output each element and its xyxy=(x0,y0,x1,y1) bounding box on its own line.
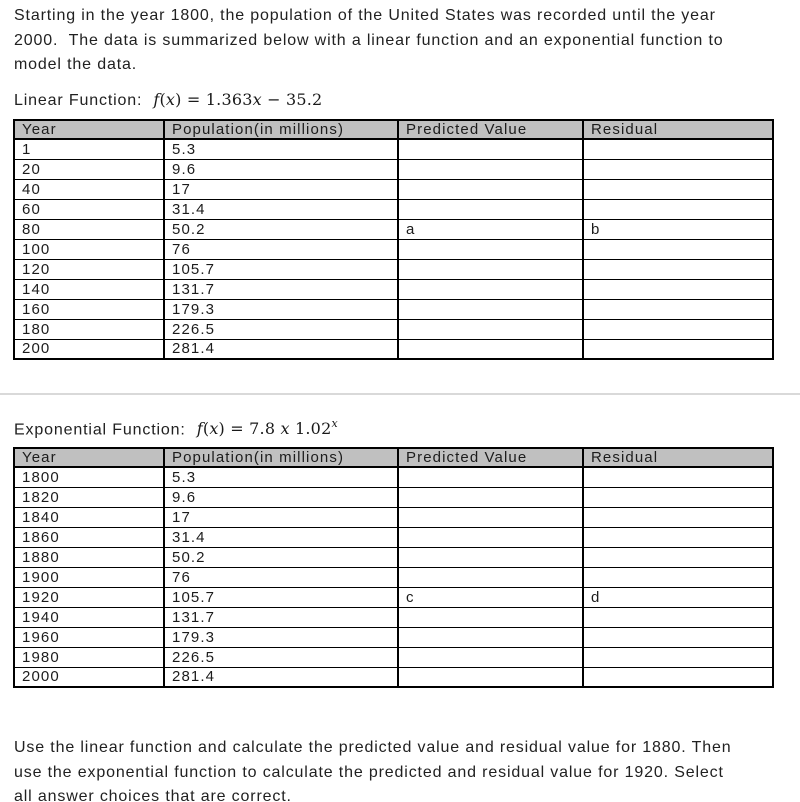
linear-function-label: Linear Function: xyxy=(14,92,143,109)
table-row xyxy=(14,647,773,667)
table-cell xyxy=(583,487,773,507)
table-cell: 20 xyxy=(14,159,164,179)
table-cell xyxy=(583,159,773,179)
table-cell: 179.3 xyxy=(164,627,398,647)
table-cell: 60 xyxy=(14,199,164,219)
closing-line-1: Use the linear function and calculate the predicted value and residual value for 1880. Then xyxy=(14,739,732,756)
table-row xyxy=(14,339,773,359)
table-cell: 5.3 xyxy=(164,467,398,487)
linear-function-heading xyxy=(14,88,322,113)
table-cell: 1800 xyxy=(14,467,164,487)
table-cell: b xyxy=(583,219,773,239)
table-cell: 1980 xyxy=(14,647,164,667)
table-cell: 281.4 xyxy=(164,339,398,359)
table-cell: a xyxy=(398,219,583,239)
table-cell: 105.7 xyxy=(164,259,398,279)
table-row xyxy=(14,467,773,487)
table-cell xyxy=(398,487,583,507)
table-cell xyxy=(398,179,583,199)
table-cell: 131.7 xyxy=(164,607,398,627)
table-cell xyxy=(583,259,773,279)
table-cell: 1860 xyxy=(14,527,164,547)
table-cell xyxy=(583,239,773,259)
table-cell xyxy=(398,667,583,687)
table-cell: 80 xyxy=(14,219,164,239)
column-header-residual: Residual xyxy=(583,120,773,139)
table-cell xyxy=(398,507,583,527)
intro-line-2: 2000. The data is summarized below with a linear function and an exponential function to xyxy=(14,31,724,49)
table-cell: 200 xyxy=(14,339,164,359)
table-row xyxy=(14,279,773,299)
table-cell: 50.2 xyxy=(164,547,398,567)
table-row xyxy=(14,487,773,507)
linear-function-table xyxy=(13,119,774,360)
table-cell: d xyxy=(583,587,773,607)
table-row xyxy=(14,259,773,279)
column-header-residual: Residual xyxy=(583,448,773,467)
intro-line-3: model the data. xyxy=(14,56,138,73)
table-row xyxy=(14,547,773,567)
table-cell xyxy=(398,159,583,179)
table-cell: 226.5 xyxy=(164,647,398,667)
table-cell xyxy=(398,547,583,567)
table-cell xyxy=(398,467,583,487)
table-cell xyxy=(583,527,773,547)
table-cell xyxy=(398,199,583,219)
closing-line-2: use the exponential function to calculate the predicted and residual value for 1920. Select xyxy=(14,763,724,781)
column-header-population: Population(in millions) xyxy=(164,120,398,139)
table-row xyxy=(14,627,773,647)
table-cell: 1880 xyxy=(14,547,164,567)
table-cell: 5.3 xyxy=(164,139,398,159)
table-cell xyxy=(583,567,773,587)
intro-line-1: Starting in the year 1800, the population of the United States was recorded until the year xyxy=(14,7,716,24)
table-cell: 9.6 xyxy=(164,159,398,179)
table-cell: 76 xyxy=(164,567,398,587)
table-cell xyxy=(583,667,773,687)
table-cell: c xyxy=(398,587,583,607)
table-cell xyxy=(398,139,583,159)
table-row xyxy=(14,239,773,259)
table-cell: 131.7 xyxy=(164,279,398,299)
column-header-year: Year xyxy=(14,120,164,139)
table-row xyxy=(14,159,773,179)
table-cell xyxy=(398,299,583,319)
table-cell xyxy=(398,527,583,547)
table-cell xyxy=(398,647,583,667)
table-row xyxy=(14,587,773,607)
linear-function-formula: f(x) = 1.363x − 35.2 xyxy=(153,90,323,109)
table-cell xyxy=(583,139,773,159)
table-cell xyxy=(583,179,773,199)
table-row xyxy=(14,667,773,687)
table-row xyxy=(14,139,773,159)
table-cell: 100 xyxy=(14,239,164,259)
table-cell xyxy=(583,507,773,527)
table-row xyxy=(14,199,773,219)
table-cell xyxy=(398,239,583,259)
table-cell: 160 xyxy=(14,299,164,319)
exponential-function-heading xyxy=(14,413,338,442)
table-cell: 281.4 xyxy=(164,667,398,687)
table-cell: 2000 xyxy=(14,667,164,687)
table-cell xyxy=(583,319,773,339)
table-cell xyxy=(583,647,773,667)
table-cell xyxy=(398,319,583,339)
table-header-row xyxy=(14,120,773,139)
table-cell xyxy=(583,467,773,487)
table-cell: 31.4 xyxy=(164,199,398,219)
table-cell xyxy=(398,567,583,587)
table-row xyxy=(14,567,773,587)
exponent-x: x xyxy=(331,417,338,430)
table-cell: 1940 xyxy=(14,607,164,627)
column-header-year: Year xyxy=(14,448,164,467)
table-row xyxy=(14,607,773,627)
table-cell: 40 xyxy=(14,179,164,199)
table-cell: 31.4 xyxy=(164,527,398,547)
closing-paragraph xyxy=(14,736,731,802)
table-row xyxy=(14,527,773,547)
table-cell: 1920 xyxy=(14,587,164,607)
table-cell: 226.5 xyxy=(164,319,398,339)
table-cell xyxy=(583,299,773,319)
table-cell: 180 xyxy=(14,319,164,339)
table-cell xyxy=(583,627,773,647)
table-cell: 17 xyxy=(164,179,398,199)
table-cell xyxy=(583,339,773,359)
table-cell xyxy=(583,547,773,567)
column-header-predicted-value: Predicted Value xyxy=(398,448,583,467)
exponential-function-table xyxy=(13,447,774,688)
closing-line-3: all answer choices that are correct. xyxy=(14,788,292,802)
table-cell xyxy=(583,199,773,219)
exponential-function-label: Exponential Function: xyxy=(14,421,186,439)
table-cell: 1900 xyxy=(14,567,164,587)
table-row xyxy=(14,319,773,339)
table-cell: 1840 xyxy=(14,507,164,527)
section-divider xyxy=(0,393,800,395)
table-row xyxy=(14,299,773,319)
table-cell: 1960 xyxy=(14,627,164,647)
table-row xyxy=(14,507,773,527)
column-header-predicted-value: Predicted Value xyxy=(398,120,583,139)
table-cell: 140 xyxy=(14,279,164,299)
table-cell xyxy=(398,259,583,279)
table-cell: 17 xyxy=(164,507,398,527)
table-row xyxy=(14,179,773,199)
table-cell: 1820 xyxy=(14,487,164,507)
table-cell xyxy=(583,607,773,627)
column-header-population: Population(in millions) xyxy=(164,448,398,467)
table-row xyxy=(14,219,773,239)
table-cell: 50.2 xyxy=(164,219,398,239)
table-cell xyxy=(398,627,583,647)
table-cell: 179.3 xyxy=(164,299,398,319)
table-cell: 120 xyxy=(14,259,164,279)
table-cell xyxy=(398,339,583,359)
table-cell xyxy=(583,279,773,299)
table-header-row xyxy=(14,448,773,467)
table-cell xyxy=(398,279,583,299)
exponential-function-formula: f(x) = 7.8 x 1.02$^x$ xyxy=(196,417,338,439)
intro-paragraph xyxy=(14,4,724,78)
table-cell xyxy=(398,607,583,627)
table-cell: 105.7 xyxy=(164,587,398,607)
table-cell: 1 xyxy=(14,139,164,159)
table-cell: 9.6 xyxy=(164,487,398,507)
table-cell: 76 xyxy=(164,239,398,259)
